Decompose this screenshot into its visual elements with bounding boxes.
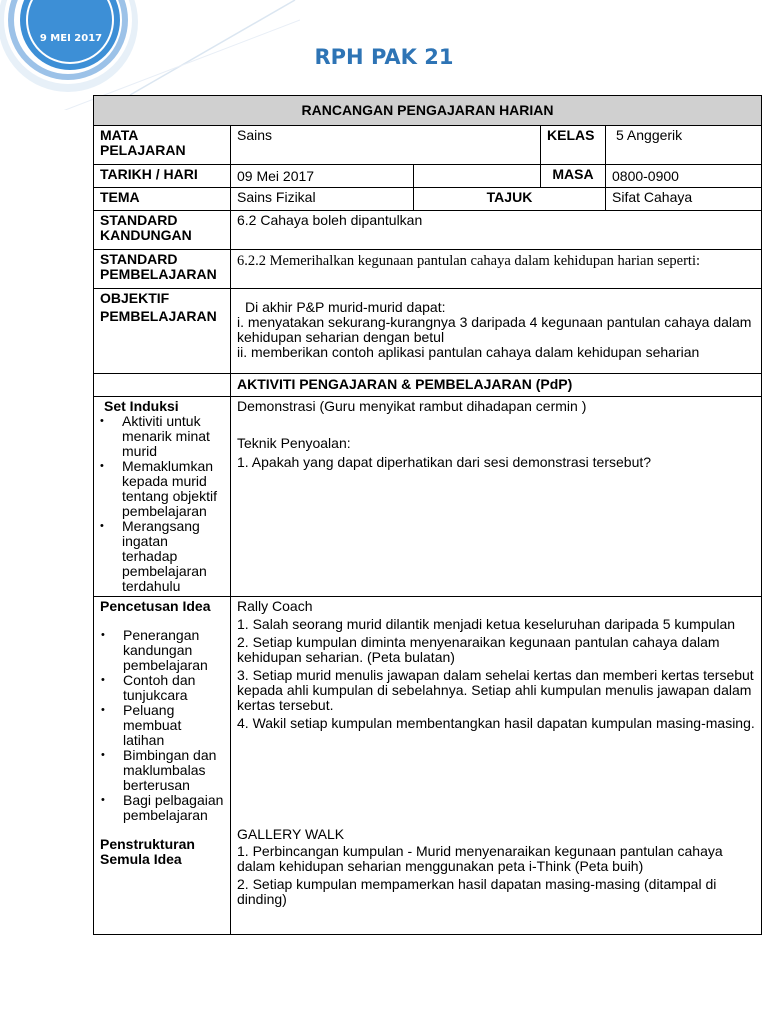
sp-label: STANDARD PEMBELAJARAN — [94, 250, 231, 289]
list-item: • Bimbingan dan maklumbalas berterusan — [123, 748, 224, 793]
question-text: 1. Apakah yang dapat diperhatikan dari sesi demonstrasi tersebut? — [237, 454, 652, 470]
rally-step: 4. Wakil setiap kumpulan membentangkan hasil dapatan kumpulan masing-masing. — [237, 715, 755, 731]
demo-text: Demonstrasi (Guru menyikat rambut dihadapan cermin ) — [237, 398, 587, 414]
pencetusan-list — [100, 628, 224, 823]
sk-label: STANDARD KANDUNGAN — [94, 211, 231, 250]
objektif-intro: Di akhir P&P murid-murid dapat: — [245, 299, 446, 315]
tajuk-value: Sifat Cahaya — [606, 188, 762, 211]
kelas-label: KELAS — [541, 126, 606, 165]
masa-label: MASA — [541, 165, 606, 188]
lesson-plan-table — [93, 95, 762, 935]
date-badge: 9 MEI 2017 — [39, 33, 103, 44]
tarikh-value: 09 Mei 2017 — [231, 165, 414, 188]
objektif-label-line1: OBJEKTIF — [100, 290, 170, 306]
list-item: • Peluang membuat latihan — [123, 703, 224, 748]
tema-value: Sains Fizikal — [231, 188, 414, 211]
aktiviti-heading: AKTIVITI PENGAJARAN & PEMBELAJARAN (PdP) — [231, 374, 762, 397]
list-item: • Contoh dan tunjukcara — [123, 673, 224, 703]
page-title: RPH PAK 21 — [314, 45, 454, 69]
mata-pelajaran-label: MATA PELAJARAN — [94, 126, 231, 165]
objektif-item: ii. memberikan contoh aplikasi pantulan cahaya dalam kehidupan seharian — [237, 344, 700, 360]
set-induksi-content — [231, 397, 762, 597]
list-item: • Penerangan kandungan pembelajaran — [123, 628, 224, 673]
tarikh-label: TARIKH / HARI — [94, 165, 231, 188]
gallery-step: 1. Perbincangan kumpulan - Murid menyenaraikan kegunaan pantulan cahaya dalam kehidupan seharian menggunakan peta i-Think (Peta buih) — [237, 843, 723, 874]
tema-label: TEMA — [94, 188, 231, 211]
sk-value: 6.2 Cahaya boleh dipantulkan — [231, 211, 762, 250]
masa-value: 0800-0900 — [606, 165, 762, 188]
rally-title: Rally Coach — [237, 598, 313, 614]
aktiviti-empty-cell — [94, 374, 231, 397]
set-induksi-cell — [94, 397, 231, 597]
sp-value: 6.2.2 Memerihalkan kegunaan pantulan cahaya dalam kehidupan harian seperti: — [231, 250, 762, 289]
rally-step: 3. Setiap murid menulis jawapan dalam sehelai kertas dan memberi kertas tersebut kepada ahli kumpulan di sebelahnya. Setiap ahli kumpulan menulis jawapan dalam kertas tersebut. — [237, 667, 754, 713]
set-induksi-label: Set Induksi — [104, 398, 179, 414]
objektif-item: i. menyatakan sekurang-kurangnya 3 daripada 4 kegunaan pantulan cahaya dalam kehidupan seharian dengan betul — [237, 314, 752, 345]
mata-pelajaran-value: Sains — [231, 126, 541, 165]
objektif-label-line2: PEMBELAJARAN — [100, 308, 217, 324]
pencetusan-label: Pencetusan Idea — [100, 598, 211, 614]
teknik-text: Teknik Penyoalan: — [237, 435, 351, 451]
tarikh-empty-cell — [414, 165, 541, 188]
rally-step: 1. Salah seorang murid dilantik menjadi ketua keseluruhan daripada 5 kumpulan — [237, 616, 736, 632]
pencetusan-content — [231, 597, 762, 935]
table-heading: RANCANGAN PENGAJARAN HARIAN — [94, 96, 762, 126]
penstrukturan-label: Penstrukturan Semula Idea — [100, 836, 195, 867]
set-induksi-list — [100, 414, 224, 594]
kelas-value: 5 Anggerik — [606, 126, 762, 165]
list-item: • Memaklumkan kepada murid tentang objektif pembelajaran — [122, 459, 224, 519]
rally-step: 2. Setiap kumpulan diminta menyenaraikan kegunaan pantulan cahaya dalam kehidupan seharian. (Peta bulatan) — [237, 634, 720, 665]
pencetusan-cell — [94, 597, 231, 935]
tajuk-label: TAJUK — [414, 188, 606, 211]
list-item: • Bagi pelbagaian pembelajaran — [123, 793, 224, 823]
objektif-content — [231, 289, 762, 374]
list-item: • Merangsang ingatan terhadap pembelajaran terdahulu — [122, 519, 224, 594]
objektif-label — [94, 289, 231, 374]
gallery-step: 2. Setiap kumpulan mempamerkan hasil dapatan masing-masing (ditampal di dinding) — [237, 876, 717, 907]
gallery-title: GALLERY WALK — [237, 826, 345, 842]
list-item: • Aktiviti untuk menarik minat murid — [122, 414, 224, 459]
